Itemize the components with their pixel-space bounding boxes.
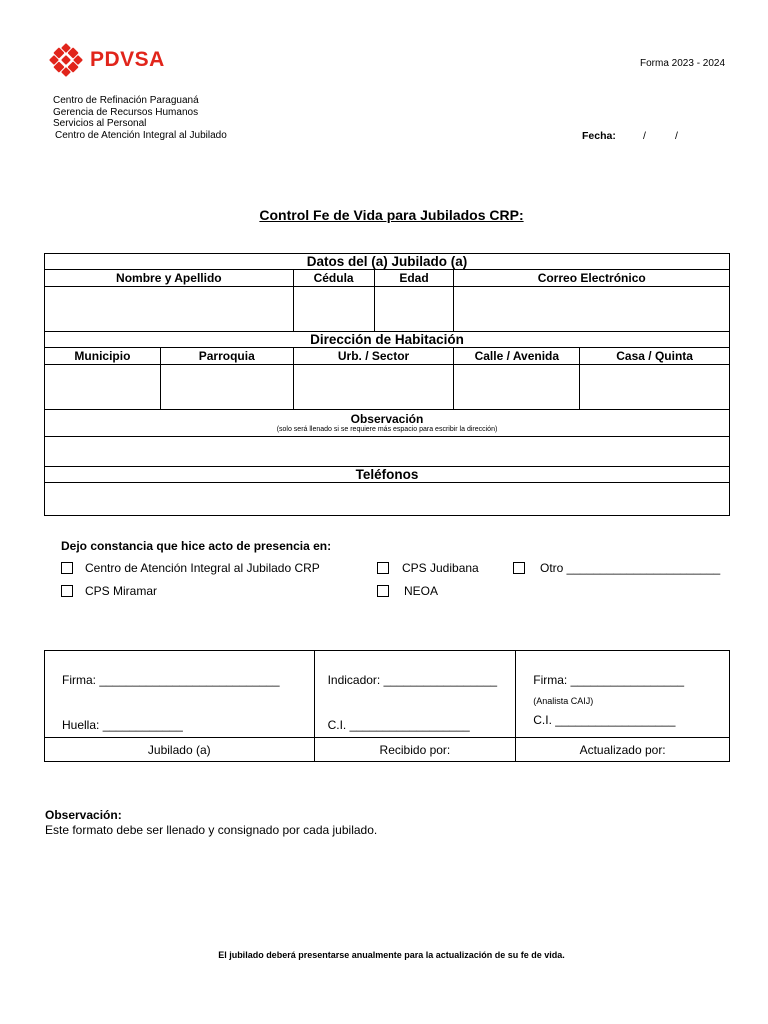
- observacion-final-title: Observación:: [45, 808, 122, 822]
- edad-input-cell[interactable]: [374, 287, 454, 332]
- col-cedula: Cédula: [293, 270, 374, 287]
- observacion-header: [45, 410, 730, 437]
- col-municipio: Municipio: [45, 348, 161, 365]
- datos-section-title: Datos del (a) Jubilado (a): [45, 254, 730, 270]
- municipio-input-cell[interactable]: [45, 365, 161, 410]
- option-neoa[interactable]: [377, 584, 438, 598]
- checkbox[interactable]: [513, 562, 525, 574]
- checkbox[interactable]: [61, 585, 73, 597]
- ci-actualizado-line[interactable]: C.I. __________________: [533, 713, 676, 727]
- option-cps-judibana[interactable]: [377, 561, 479, 575]
- fecha-label: Fecha:: [582, 130, 616, 142]
- datos-jubilado-table: [44, 253, 730, 516]
- option-caij-crp[interactable]: [61, 561, 320, 575]
- jubilado-firma-cell[interactable]: [45, 651, 315, 738]
- telefonos-input-cell[interactable]: [45, 483, 730, 516]
- telefonos-title: Teléfonos: [45, 467, 730, 483]
- constancia-title: Dejo constancia que hice acto de presencia en:: [61, 539, 332, 553]
- observacion-note: (solo será llenado si se requiere más espacio para escribir la dirección): [276, 426, 498, 433]
- firma-analista-line[interactable]: Firma: _________________: [533, 673, 685, 687]
- casa-input-cell[interactable]: [580, 365, 730, 410]
- indicador-line[interactable]: Indicador: _________________: [327, 673, 498, 687]
- logo-text: PDVSA: [90, 48, 165, 71]
- col-edad: Edad: [374, 270, 454, 287]
- urb-input-cell[interactable]: [293, 365, 454, 410]
- option-label: NEOA: [404, 584, 439, 598]
- direccion-section-title: Dirección de Habitación: [45, 332, 730, 348]
- col-calle-avenida: Calle / Avenida: [454, 348, 580, 365]
- org-line: Centro de Atención Integral al Jubilado: [55, 129, 227, 141]
- option-label: Centro de Atención Integral al Jubilado CRP: [85, 561, 320, 575]
- parroquia-input-cell[interactable]: [160, 365, 293, 410]
- option-cps-miramar[interactable]: [61, 584, 157, 598]
- firmas-table: [44, 650, 730, 762]
- observacion-title: Observación: [350, 412, 424, 426]
- form-title: Control Fe de Vida para Jubilados CRP:: [259, 207, 524, 223]
- pdvsa-sun-icon: [48, 42, 84, 78]
- option-label: CPS Miramar: [85, 584, 158, 598]
- pdvsa-logo: [48, 42, 165, 78]
- fecha-field[interactable]: [582, 130, 678, 142]
- nombre-input-cell[interactable]: [45, 287, 294, 332]
- checkbox[interactable]: [61, 562, 73, 574]
- footer-actualizado: Actualizado por:: [516, 738, 730, 762]
- footer-recibido: Recibido por:: [314, 738, 516, 762]
- organization-block: [53, 95, 227, 141]
- analista-caij-label: (Analista CAIJ): [533, 696, 594, 706]
- calle-input-cell[interactable]: [454, 365, 580, 410]
- col-correo: Correo Electrónico: [454, 270, 730, 287]
- actualizado-cell[interactable]: [516, 651, 730, 738]
- col-casa-quinta: Casa / Quinta: [580, 348, 730, 365]
- cedula-input-cell[interactable]: [293, 287, 374, 332]
- option-label: CPS Judibana: [402, 561, 479, 575]
- form-number: Forma 2023 - 2024: [640, 58, 726, 69]
- recibido-cell[interactable]: [314, 651, 516, 738]
- footer-jubilado: Jubilado (a): [45, 738, 315, 762]
- fecha-separator: /: [675, 130, 678, 142]
- checkbox[interactable]: [377, 562, 389, 574]
- org-line: Centro de Refinación Paraguaná: [53, 95, 199, 106]
- observacion-final-text: Este formato debe ser llenado y consignado por cada jubilado.: [45, 823, 378, 837]
- checkbox[interactable]: [377, 585, 389, 597]
- col-parroquia: Parroquia: [160, 348, 293, 365]
- footer-note: El jubilado deberá presentarse anualmente para la actualización de su fe de vida.: [218, 950, 565, 960]
- correo-input-cell[interactable]: [454, 287, 730, 332]
- col-nombre: Nombre y Apellido: [45, 270, 294, 287]
- firma-jubilado-line[interactable]: Firma: ___________________________: [62, 673, 280, 687]
- org-line: Gerencia de Recursos Humanos: [53, 106, 199, 118]
- org-line: Servicios al Personal: [53, 118, 147, 129]
- observacion-input-cell[interactable]: [45, 437, 730, 467]
- huella-line[interactable]: Huella: ____________: [62, 718, 183, 732]
- option-label: Otro _______________________: [540, 561, 721, 575]
- col-urb-sector: Urb. / Sector: [293, 348, 454, 365]
- fecha-separator: /: [643, 130, 646, 142]
- ci-recibido-line[interactable]: C.I. __________________: [327, 718, 470, 732]
- option-otro[interactable]: [513, 561, 720, 575]
